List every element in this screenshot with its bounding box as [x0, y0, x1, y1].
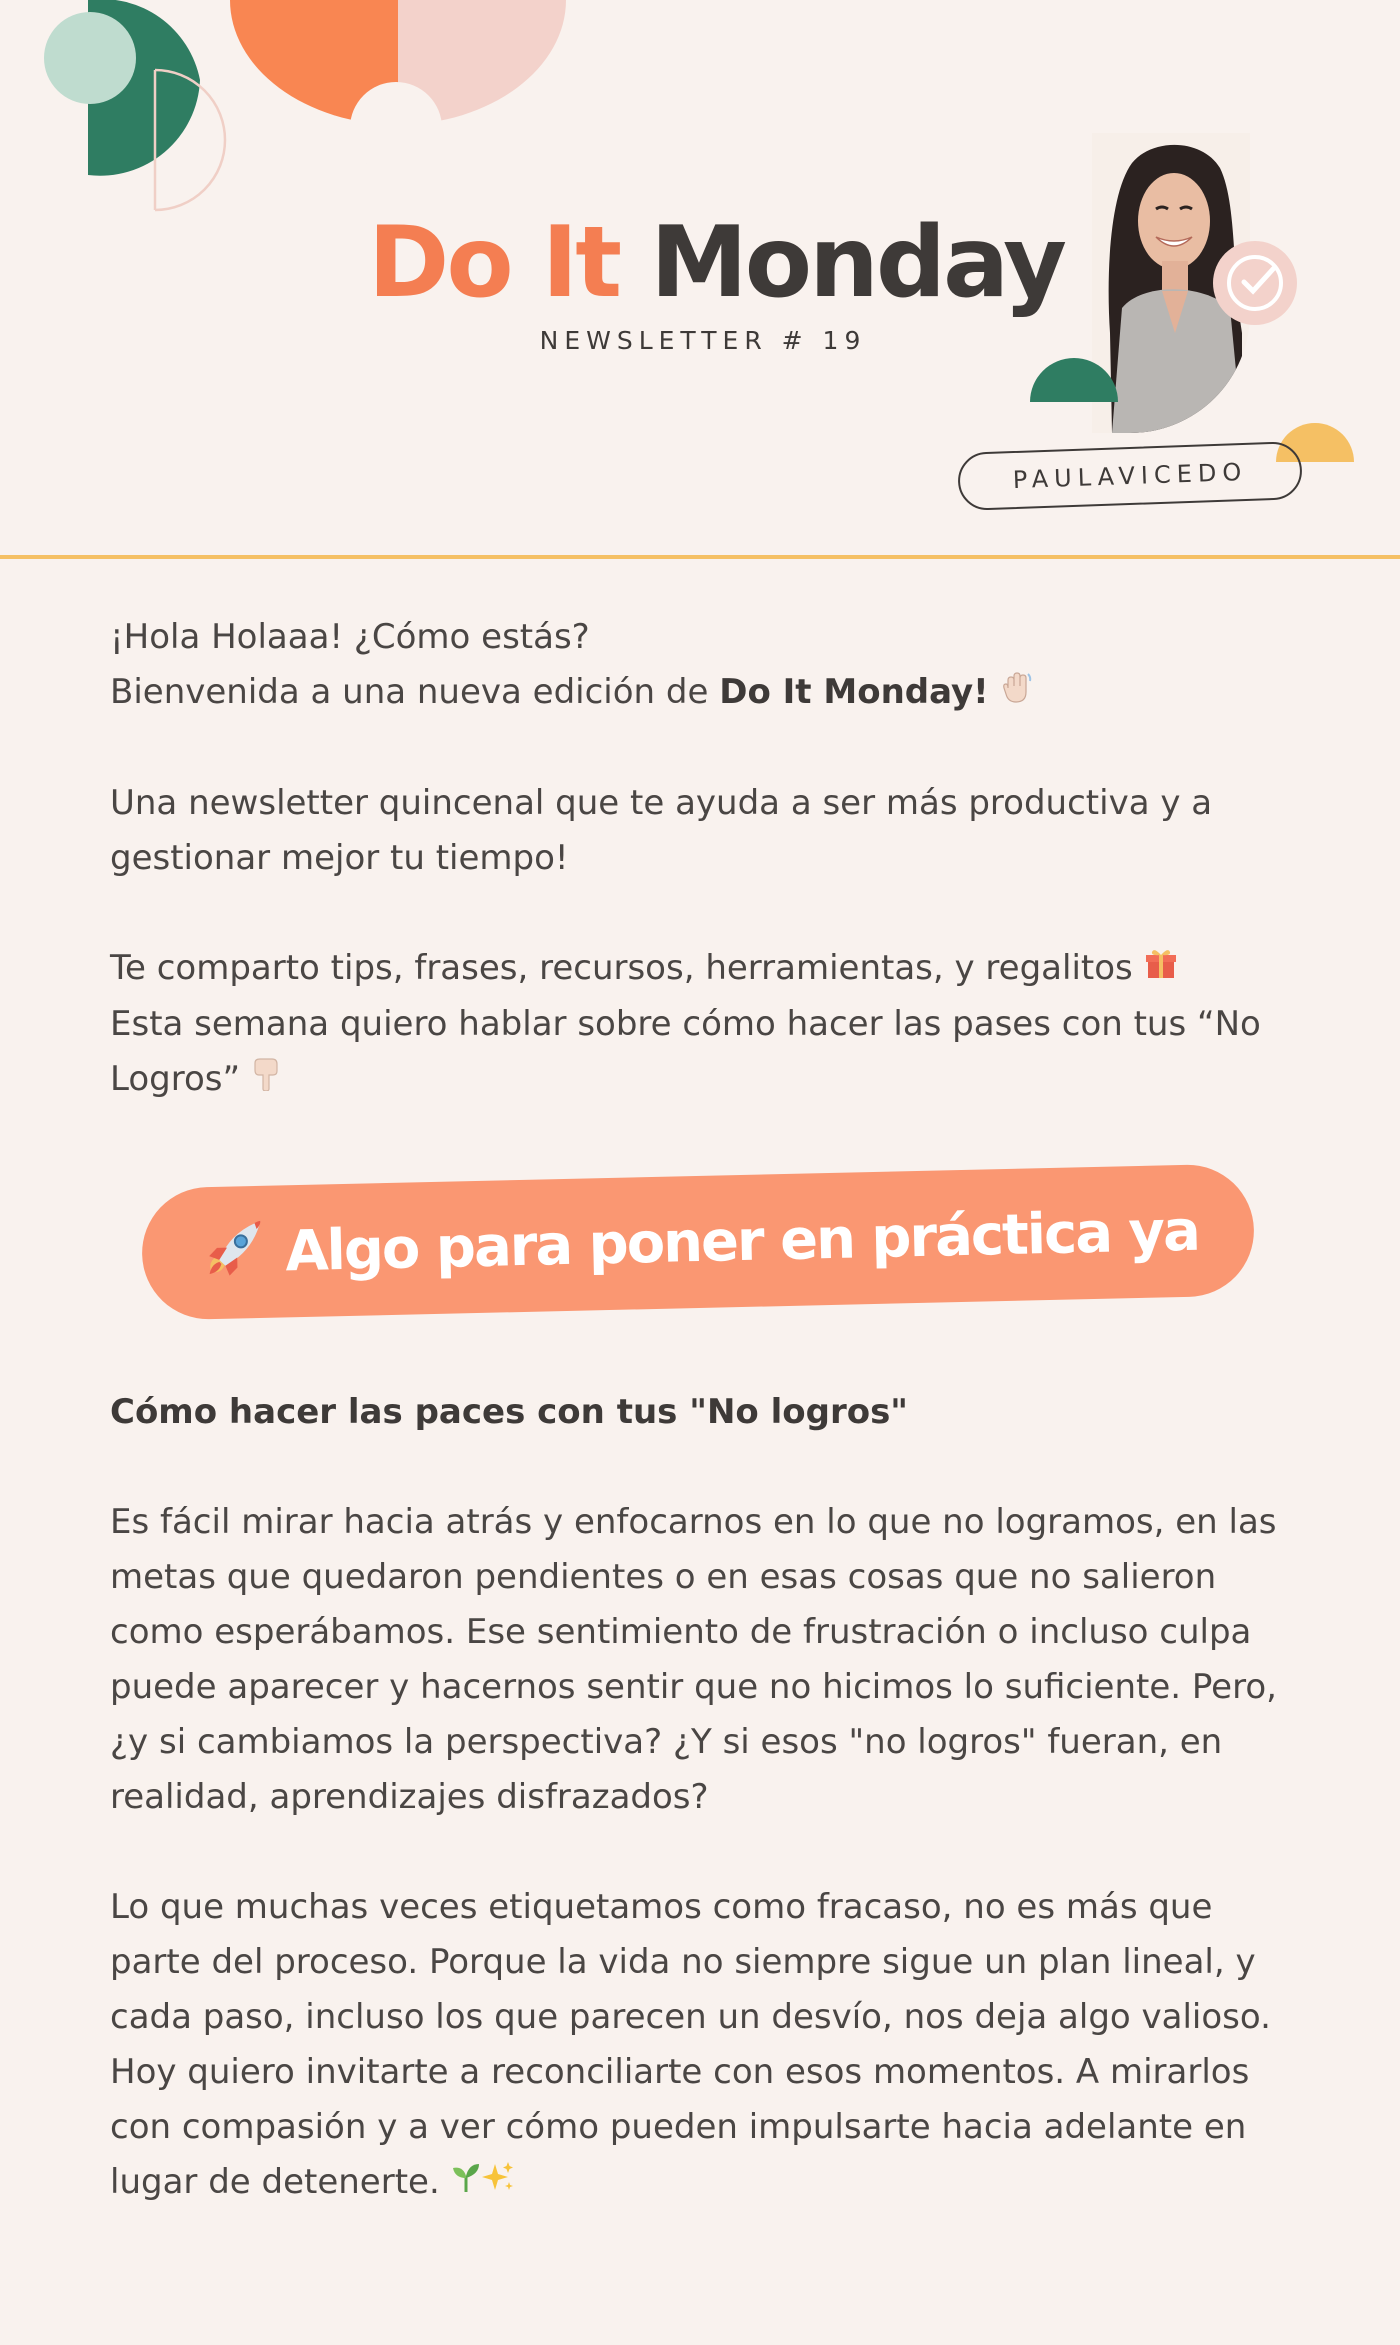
- header-divider: [0, 555, 1400, 559]
- article-section: [110, 1385, 1300, 2266]
- practice-banner-label: Algo para poner en práctica ya: [284, 1198, 1200, 1284]
- decorative-shapes: [0, 0, 600, 230]
- article-paragraph-2-text: Lo que muchas veces etiquetamos como fracaso, no es más que parte del proceso. Porque la vida no siempre sigue un plan lineal, y cada paso, incluso los que parecen un desvío, nos deja algo valioso. Hoy quiero invitarte a reconciliarte con esos momentos. A mirarlos con compasión y a ver cómo pueden impulsarte hacia adelante en lugar de detenerte.: [110, 1887, 1271, 2202]
- title-monday: Monday: [650, 206, 1064, 320]
- newsletter-number: NEWSLETTER # 19: [539, 326, 867, 355]
- seedling-icon: [451, 2156, 481, 2211]
- newsletter-title: [368, 198, 1064, 328]
- topic-this-week: Esta semana quiero hablar sobre cómo hacer las pases con tus “No Logros”: [110, 1004, 1261, 1099]
- waving-hand-icon: [1000, 666, 1034, 721]
- author-name-pill[interactable]: [957, 441, 1303, 511]
- intro-section: [110, 610, 1300, 1163]
- article-paragraph-1: Es fácil mirar hacia atrás y enfocarnos en lo que no logramos, en las metas que quedaron pendientes o en esas cosas que no salieron como esperábamos. Ese sentimiento de frustración o incluso culpa puede aparecer y hacernos sentir que no hicimos lo suficiente. Pero, ¿y si cambiamos la perspectiva? ¿Y si esos "no logros" fueran, en realidad, aprendizajes disfrazados?: [110, 1502, 1277, 1817]
- greeting-line: ¡Hola Holaaa! ¿Cómo estás?: [110, 617, 590, 657]
- gift-icon: [1144, 942, 1178, 997]
- topics-line: Te comparto tips, frases, recursos, herramientas, y regalitos: [110, 948, 1133, 988]
- pointing-down-icon: [251, 1053, 281, 1108]
- intro-greeting: [110, 610, 1300, 721]
- article-heading: Cómo hacer las paces con tus "No logros": [110, 1392, 909, 1432]
- intro-description: Una newsletter quincenal que te ayuda a ser más productiva y a gestionar mejor tu tiempo!: [110, 783, 1213, 878]
- welcome-brand: Do It Monday!: [719, 672, 989, 712]
- sparkles-icon: [481, 2156, 515, 2211]
- rocket-icon: [196, 1215, 268, 1291]
- welcome-line-prefix: Bienvenida a una nueva edición de: [110, 672, 720, 712]
- author-name: PAULAVICEDO: [1012, 457, 1248, 495]
- title-do-it: Do It: [368, 206, 620, 320]
- newsletter-header: [0, 0, 1400, 556]
- check-badge-icon: [1212, 240, 1298, 326]
- article-paragraph-2: [110, 1880, 1300, 2211]
- practice-banner: [141, 1163, 1256, 1320]
- intro-topics: [110, 941, 1300, 1108]
- green-half-circle: [1028, 356, 1120, 404]
